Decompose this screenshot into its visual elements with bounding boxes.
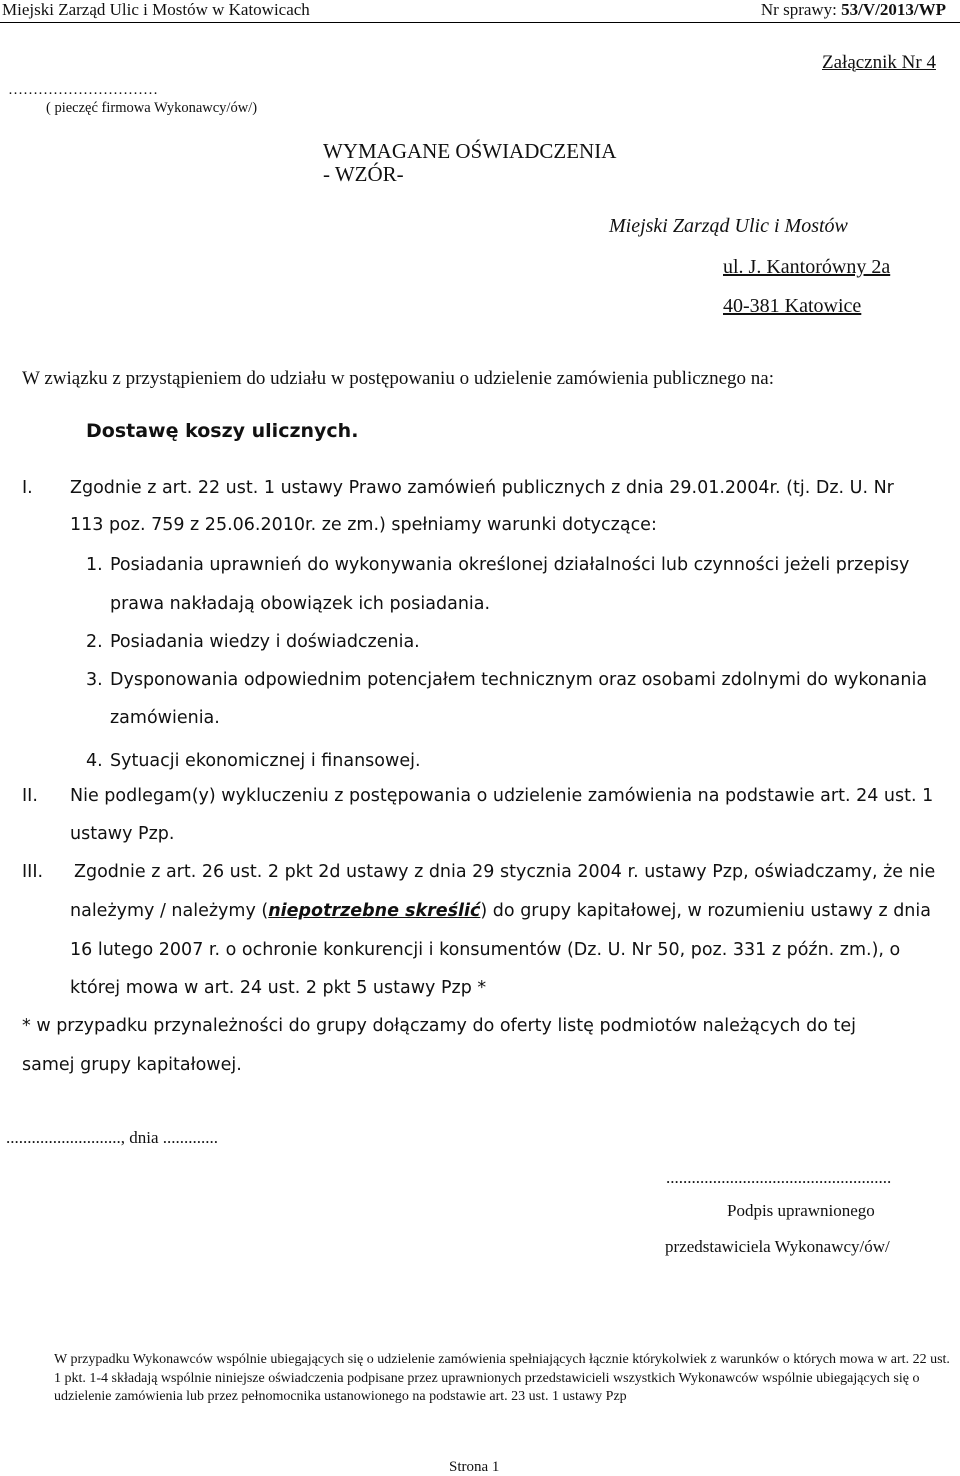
page-header [0, 0, 960, 23]
attachment-label: Załącznik Nr 4 [822, 52, 936, 73]
stamp-label: ( pieczęć firmowa Wykonawcy/ów/) [46, 100, 258, 116]
case-number: 53/V/2013/WP [841, 0, 946, 19]
section-1-number: I. [22, 478, 33, 498]
section-3-line2-a: należymy / należymy ( [70, 901, 269, 921]
item-3-line2: zamówienia. [110, 708, 220, 728]
subject-title: Dostawę koszy ulicznych. [86, 420, 359, 442]
item-2-number: 2. [86, 632, 103, 652]
section-1-line2: 113 poz. 759 z 25.06.2010r. ze zm.) spełniamy warunki dotyczące: [70, 515, 657, 535]
item-1-number: 1. [86, 555, 103, 575]
item-4-line1: Sytuacji ekonomicznej i finansowej. [110, 751, 421, 771]
date-line: ..........................., dnia ............. [6, 1128, 219, 1147]
signature-label-2: przedstawiciela Wykonawcy/ów/ [665, 1237, 890, 1256]
header-case [761, 0, 946, 20]
addressee-name: Miejski Zarząd Ulic i Mostów [609, 215, 848, 237]
signature-dots: ..................................................... [666, 1168, 892, 1187]
item-3-line1: Dysponowania odpowiednim potencjałem technicznym oraz osobami zdolnymi do wykonania [110, 670, 928, 690]
signature-label-1: Podpis uprawnionego [727, 1201, 875, 1220]
section-3-line3: 16 lutego 2007 r. o ochronie konkurencji i konsumentów (Dz. U. Nr 50, poz. 331 z późn. zm.), o [70, 940, 901, 960]
section-3-line1: Zgodnie z art. 26 ust. 2 pkt 2d ustawy z dnia 29 stycznia 2004 r. ustawy Pzp, oświadczamy, że nie [74, 862, 936, 882]
page-number: Strona 1 [449, 1459, 500, 1475]
item-1-line1: Posiadania uprawnień do wykonywania określonej działalności lub czynności jeżeli przepisy [110, 555, 910, 575]
section-3-line2-c: ) do grupy kapitałowej, w rozumieniu ustawy z dnia [480, 901, 931, 921]
section-3-line4: której mowa w art. 24 ust. 2 pkt 5 ustawy Pzp * [70, 978, 487, 998]
intro-text: W związku z przystąpieniem do udziału w postępowaniu o udzielenie zamówienia publicznego na: [22, 368, 775, 389]
section-3-number: III. [22, 862, 44, 882]
case-label: Nr sprawy: [760, 0, 837, 19]
section-2-line1: Nie podlegam(y) wykluczeniu z postępowania o udzielenie zamówienia na podstawie art. 24 ust. 1 [70, 786, 934, 806]
addressee-city: 40-381 Katowice [723, 295, 862, 317]
header-institution: Miejski Zarząd Ulic i Mostów w Katowicach [2, 0, 310, 19]
section-3-line2 [70, 901, 931, 921]
section-2-line2: ustawy Pzp. [70, 824, 175, 844]
addressee-street: ul. J. Kantorówny 2a [723, 256, 891, 278]
item-2-line1: Posiadania wiedzy i doświadczenia. [110, 632, 420, 652]
document-title: WYMAGANE OŚWIADCZENIA [323, 139, 617, 163]
strike-note: niepotrzebne skreślić [268, 901, 481, 921]
footer-note: W przypadku Wykonawców wspólnie ubiegających się o udzielenie zamówienia spełniających łącznie którykolwiek z warunków o których mowa w art. 22 ust. 1 pkt. 1-4 składają wspólnie niniejsze oświadczenia podpisane przez uprawnionych przedstawicieli wszystkich Wykonawców wspólnie ubiegających się o udzielenie zamówienia lub przez pełnomocnika ustanowionego na podstawie art. 23 ust. 1 ustawy Pzp [54, 1352, 950, 1404]
item-4-number: 4. [86, 751, 103, 771]
section-1-line1: Zgodnie z art. 22 ust. 1 ustawy Prawo zamówień publicznych z dnia 29.01.2004r. (tj. Dz. U. Nr [70, 478, 894, 498]
group-footnote-line2: samej grupy kapitałowej. [22, 1055, 242, 1075]
group-footnote-line1: * w przypadku przynależności do grupy dołączamy do oferty listę podmiotów należących do tej [22, 1016, 856, 1036]
stamp-dots: ………………………… [8, 82, 158, 98]
section-2-number: II. [22, 786, 38, 806]
item-3-number: 3. [86, 670, 103, 690]
document-subtitle: - WZÓR- [323, 162, 404, 186]
item-1-line2: prawa nakładają obowiązek ich posiadania. [110, 594, 491, 614]
